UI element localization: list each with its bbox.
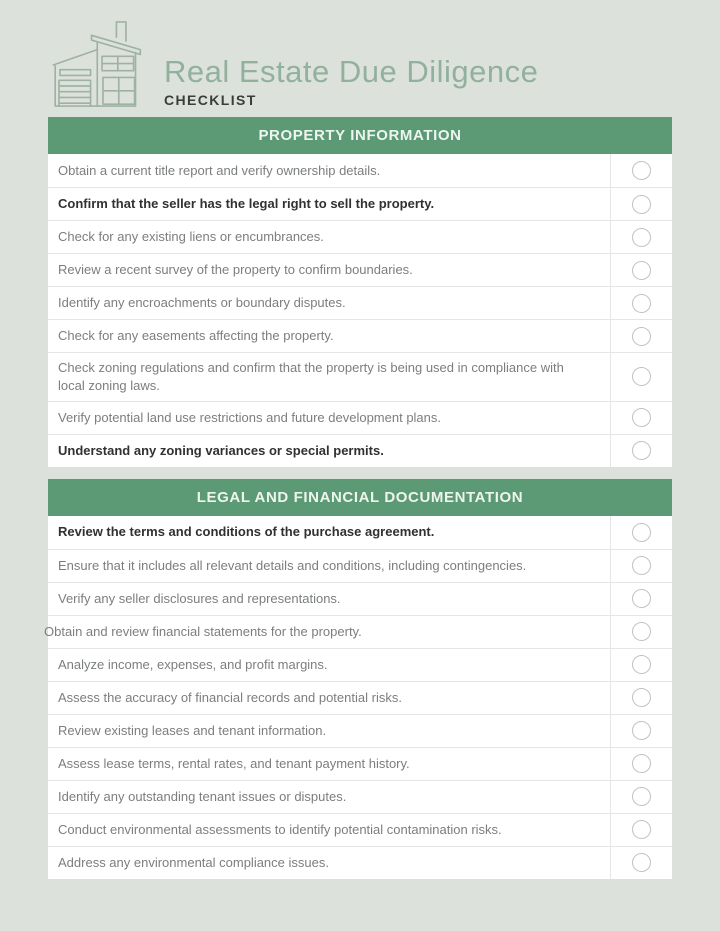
checkbox[interactable] bbox=[632, 408, 651, 427]
checklist-item-text: Review existing leases and tenant information. bbox=[58, 722, 327, 738]
checklist-item-text: Confirm that the seller has the legal right to sell the property. bbox=[58, 196, 435, 212]
checklist-row bbox=[48, 681, 672, 714]
checklist-row bbox=[48, 401, 672, 434]
checklist-row bbox=[44, 615, 672, 648]
checklist-item-text: Review the terms and conditions of the purchase agreement. bbox=[58, 524, 435, 540]
checkbox[interactable] bbox=[632, 195, 651, 214]
checkbox[interactable] bbox=[632, 688, 651, 707]
checklist-row bbox=[48, 813, 672, 846]
checklist-row bbox=[48, 220, 672, 253]
checkbox-cell bbox=[610, 649, 672, 681]
checklist-row bbox=[48, 747, 672, 780]
page-subtitle: CHECKLIST bbox=[164, 92, 257, 108]
section-rows bbox=[44, 516, 672, 879]
checkbox-cell bbox=[610, 287, 672, 319]
checklist-item-text: Check for any easements affecting the property. bbox=[58, 328, 334, 344]
checkbox-cell bbox=[610, 353, 672, 401]
checklist-row bbox=[48, 286, 672, 319]
checkbox-cell bbox=[610, 814, 672, 846]
checklist-section bbox=[48, 117, 672, 467]
checkbox-cell bbox=[610, 550, 672, 582]
checkbox[interactable] bbox=[632, 853, 651, 872]
checklist-row bbox=[48, 846, 672, 879]
checkbox-cell bbox=[610, 748, 672, 780]
checklist-row bbox=[48, 780, 672, 813]
checklist-item-text: Check for any existing liens or encumbrances. bbox=[58, 229, 324, 245]
checkbox-cell bbox=[610, 188, 672, 220]
checklist-row bbox=[48, 648, 672, 681]
checklist-row bbox=[48, 516, 672, 549]
checklist-item-text: Address any environmental compliance issues. bbox=[58, 854, 329, 870]
checkbox[interactable] bbox=[632, 622, 651, 641]
header-text bbox=[164, 55, 538, 108]
checklist-item-text: Conduct environmental assessments to identify potential contamination risks. bbox=[58, 821, 502, 837]
checkbox-cell bbox=[610, 847, 672, 879]
checklist-row bbox=[48, 582, 672, 615]
checkbox[interactable] bbox=[632, 161, 651, 180]
checklist-row bbox=[48, 549, 672, 582]
checklist-row bbox=[48, 714, 672, 747]
section-rows bbox=[48, 154, 672, 467]
checkbox[interactable] bbox=[632, 441, 651, 460]
page-title: Real Estate Due Diligence bbox=[164, 53, 539, 89]
checklist-row bbox=[48, 154, 672, 187]
checkbox-cell bbox=[610, 583, 672, 615]
checklist-row bbox=[48, 187, 672, 220]
checklist-item-text: Analyze income, expenses, and profit margins. bbox=[58, 656, 328, 672]
checkbox-cell bbox=[610, 320, 672, 352]
checkbox-cell bbox=[610, 435, 672, 467]
checklist-item-text: Identify any encroachments or boundary disputes. bbox=[58, 295, 346, 311]
section-title: LEGAL AND FINANCIAL DOCUMENTATION bbox=[196, 488, 524, 506]
checkbox[interactable] bbox=[632, 261, 651, 280]
checkbox-cell bbox=[610, 682, 672, 714]
checkbox-cell bbox=[610, 154, 672, 187]
checkbox[interactable] bbox=[632, 721, 651, 740]
checkbox-cell bbox=[610, 402, 672, 434]
checkbox[interactable] bbox=[632, 754, 651, 773]
checkbox[interactable] bbox=[632, 294, 651, 313]
checklist-item-text: Review a recent survey of the property to confirm boundaries. bbox=[58, 262, 413, 278]
section-header bbox=[48, 479, 672, 516]
checkbox[interactable] bbox=[632, 655, 651, 674]
checklist-item-text: Assess lease terms, rental rates, and tenant payment history. bbox=[58, 755, 410, 771]
checkbox-cell bbox=[610, 516, 672, 549]
checklist-row bbox=[48, 352, 672, 401]
checkbox[interactable] bbox=[632, 589, 651, 608]
checkbox-cell bbox=[610, 781, 672, 813]
checklist-row bbox=[48, 434, 672, 467]
checklist-row bbox=[48, 319, 672, 352]
checklist-item-text: Identify any outstanding tenant issues or disputes. bbox=[58, 788, 347, 804]
section-header bbox=[48, 117, 672, 154]
checkbox-cell bbox=[610, 221, 672, 253]
checkbox[interactable] bbox=[632, 523, 651, 542]
section-title: PROPERTY INFORMATION bbox=[258, 127, 462, 144]
checklist-row bbox=[48, 253, 672, 286]
checkbox-cell bbox=[610, 254, 672, 286]
checklist-sections bbox=[44, 117, 672, 879]
checkbox-cell bbox=[610, 616, 672, 648]
checklist-item-text: Check zoning regulations and confirm that the property is being used in compliance with local zoning laws. bbox=[58, 360, 564, 393]
checklist-item-text: Obtain a current title report and verify ownership details. bbox=[58, 162, 381, 178]
checkbox-cell bbox=[610, 715, 672, 747]
checklist-item-text: Verify any seller disclosures and representations. bbox=[58, 590, 341, 606]
checkbox[interactable] bbox=[632, 367, 651, 386]
checklist-item-text: Assess the accuracy of financial records and potential risks. bbox=[58, 689, 402, 705]
document-header bbox=[48, 18, 672, 108]
checkbox[interactable] bbox=[632, 327, 651, 346]
checklist-section bbox=[44, 479, 672, 879]
house-icon bbox=[48, 20, 158, 108]
checkbox[interactable] bbox=[632, 820, 651, 839]
checkbox[interactable] bbox=[632, 556, 651, 575]
checklist-item-text: Verify potential land use restrictions and future development plans. bbox=[58, 409, 442, 425]
checklist-item-text: Obtain and review financial statements for the property. bbox=[44, 623, 362, 639]
checkbox[interactable] bbox=[632, 787, 651, 806]
checklist-item-text: Ensure that it includes all relevant details and conditions, including contingencies. bbox=[58, 557, 527, 573]
checklist-item-text: Understand any zoning variances or special permits. bbox=[58, 442, 384, 458]
checkbox[interactable] bbox=[632, 228, 651, 247]
